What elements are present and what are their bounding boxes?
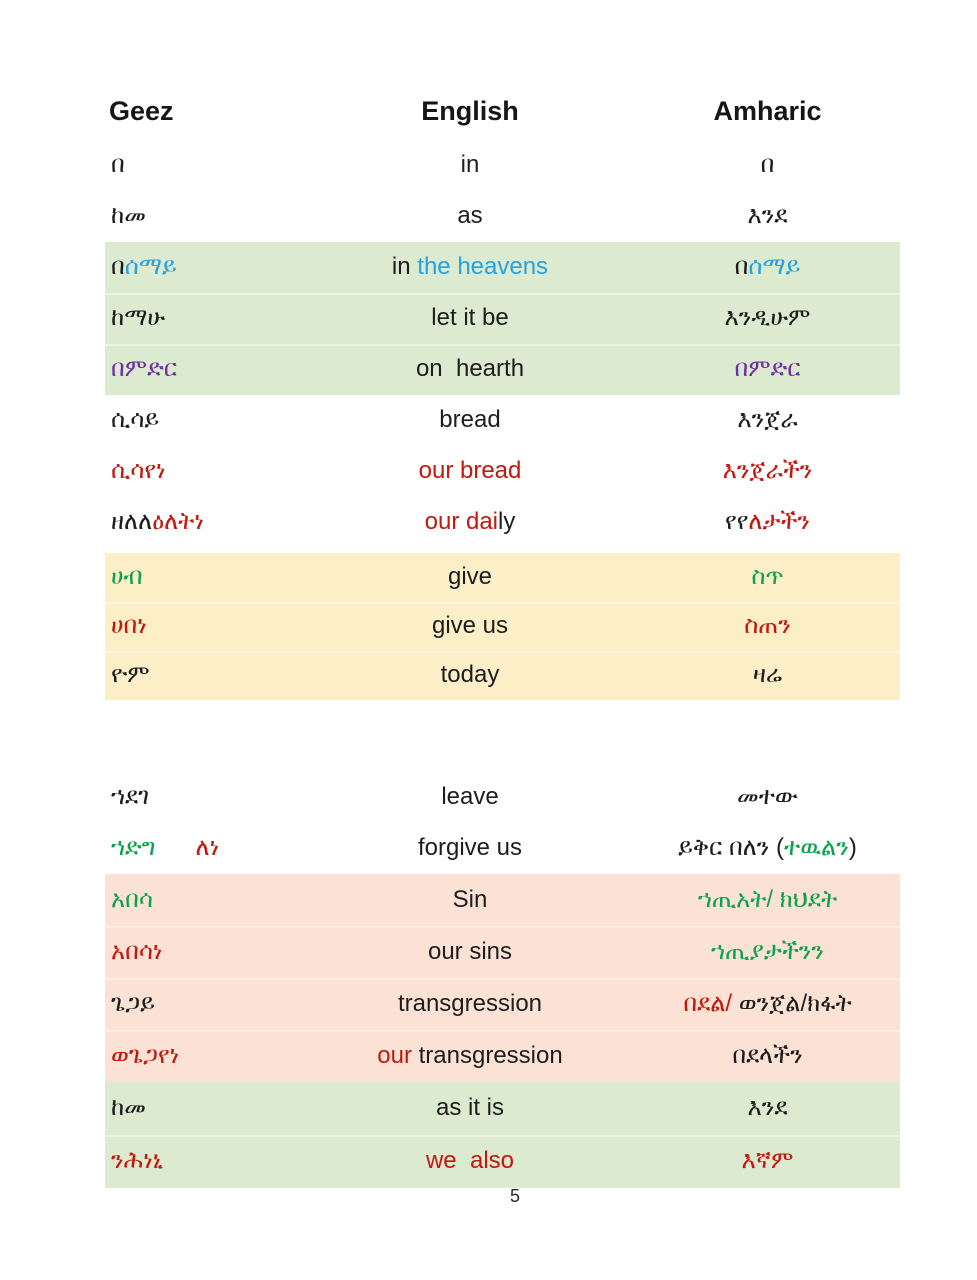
- text-segment: ኀጢያታችንን: [711, 937, 824, 965]
- amharic-cell: [585, 887, 900, 913]
- text-segment: ንሕነኒ: [111, 1147, 164, 1175]
- text-segment: በ: [734, 253, 749, 281]
- text-segment: በምድር: [734, 355, 801, 383]
- table-row: [105, 1082, 900, 1135]
- english-cell: [355, 305, 585, 331]
- table-row: [105, 242, 900, 293]
- text-segment: እንደ: [747, 1094, 788, 1122]
- text-segment: በ: [111, 151, 125, 179]
- text-segment: let it be: [431, 304, 509, 332]
- header-row: [105, 82, 900, 140]
- english-cell: [355, 203, 585, 229]
- amharic-cell: [585, 613, 900, 639]
- english-cell: [355, 356, 585, 382]
- amharic-cell: [585, 305, 900, 331]
- amharic-cell: [585, 1148, 900, 1174]
- geez-cell: [105, 1043, 355, 1069]
- text-segment: ሰማይ: [124, 253, 177, 281]
- amharic-cell: [585, 784, 900, 810]
- text-segment: ዮም: [111, 661, 150, 689]
- text-segment: ስጠን: [744, 612, 791, 640]
- amharic-cell: [585, 939, 900, 965]
- table-row: [105, 926, 900, 978]
- text-segment: as: [457, 202, 483, 230]
- text-segment: አበሳነ: [111, 937, 163, 965]
- english-cell: [355, 1043, 585, 1069]
- amharic-cell: [585, 564, 900, 590]
- amharic-cell: [585, 254, 900, 280]
- column-header-english: English: [421, 95, 519, 126]
- text-segment: transgression: [411, 1041, 563, 1069]
- text-segment: እንጀራ: [737, 406, 798, 434]
- text-segment: our sins: [427, 937, 513, 965]
- english-cell: [355, 835, 585, 861]
- geez-cell: [105, 356, 355, 382]
- text-segment: እንጀራችን: [722, 457, 813, 485]
- text-segment: ዕለትነ: [152, 508, 204, 536]
- text-segment: ከመ: [111, 1094, 146, 1122]
- text-segment: we also: [425, 1147, 515, 1175]
- table-body: [105, 140, 900, 1188]
- table-row: [105, 344, 900, 395]
- geez-cell: [105, 203, 355, 229]
- text-segment: በ: [760, 151, 775, 179]
- text-segment: transgression: [397, 989, 543, 1017]
- text-segment: በደላችን: [732, 1041, 803, 1069]
- english-cell: [355, 662, 585, 688]
- table-row: [105, 293, 900, 344]
- geez-cell: [105, 784, 355, 810]
- text-segment: ኀደገ: [111, 783, 150, 811]
- table-row: [105, 651, 900, 700]
- geez-cell: [105, 305, 355, 331]
- text-segment: በደል/: [683, 989, 733, 1017]
- column-header-geez: Geez: [109, 95, 174, 126]
- amharic-cell: [585, 1043, 900, 1069]
- text-segment: እኛም: [741, 1147, 794, 1175]
- amharic-cell: [585, 835, 900, 861]
- text-segment: ከመ: [111, 202, 146, 230]
- text-segment: ሀበነ: [111, 612, 147, 640]
- text-segment: አበሳ: [111, 885, 153, 913]
- text-segment: ዛሬ: [752, 661, 783, 689]
- amharic-cell: [585, 509, 900, 535]
- vocab-table: [105, 0, 900, 1188]
- geez-cell: [105, 613, 355, 639]
- table-row: [105, 1135, 900, 1188]
- amharic-cell: [585, 458, 900, 484]
- geez-cell: [105, 152, 355, 178]
- table-row: [105, 497, 900, 548]
- english-cell: [355, 254, 585, 280]
- table-row: [105, 140, 900, 191]
- text-segment: leave: [441, 783, 499, 811]
- text-segment: ወጌጋየነ: [111, 1041, 180, 1069]
- text-segment: በ: [111, 253, 125, 281]
- text-segment: ሲሳየነ: [111, 457, 166, 485]
- geez-cell: [105, 458, 355, 484]
- text-segment: ሀብ: [111, 563, 143, 591]
- geez-cell: [105, 939, 355, 965]
- text-segment: our dai: [424, 508, 499, 536]
- text-segment: on hearth: [415, 355, 525, 383]
- table-row: [105, 874, 900, 926]
- english-cell: [355, 887, 585, 913]
- english-cell: [355, 613, 585, 639]
- text-segment: our bread: [418, 457, 522, 485]
- text-segment: as it is: [435, 1094, 504, 1122]
- amharic-cell: [585, 662, 900, 688]
- geez-cell: [105, 1148, 355, 1174]
- page-number: 5: [509, 1186, 520, 1206]
- english-cell: [355, 458, 585, 484]
- text-segment: መተው: [737, 783, 798, 811]
- text-segment: forgive us: [417, 834, 523, 862]
- text-segment: የየ: [724, 508, 749, 536]
- table-row: [105, 395, 900, 446]
- text-segment: bread: [439, 406, 501, 434]
- text-segment: ኀጢአት/ ክህደት: [697, 885, 838, 913]
- geez-cell: [105, 835, 355, 861]
- text-segment: give: [447, 563, 493, 591]
- english-cell: [355, 784, 585, 810]
- amharic-cell: [585, 152, 900, 178]
- amharic-cell: [585, 1095, 900, 1121]
- amharic-cell: [585, 991, 900, 1017]
- text-segment: ተዉልን: [784, 834, 849, 862]
- text-segment: ጌጋይ: [111, 989, 155, 1017]
- english-cell: [355, 939, 585, 965]
- text-segment: እንዲሁም: [724, 304, 811, 332]
- text-segment: ኀድግ: [111, 834, 156, 862]
- text-segment: ወንጀል/ክፋት: [732, 989, 852, 1017]
- table-row: [105, 602, 900, 651]
- text-segment: our: [377, 1041, 412, 1069]
- english-cell: [355, 991, 585, 1017]
- english-cell: [355, 564, 585, 590]
- text-segment: ሲሳይ: [111, 406, 160, 434]
- english-cell: [355, 152, 585, 178]
- table-row: [105, 1030, 900, 1082]
- text-segment: በምድር: [111, 355, 178, 383]
- section-gap: [105, 700, 900, 772]
- geez-cell: [105, 407, 355, 433]
- english-cell: [355, 509, 585, 535]
- text-segment: ለታችን: [748, 508, 811, 536]
- table-row: [105, 446, 900, 497]
- text-segment: ከማሁ: [111, 304, 166, 332]
- amharic-cell: [585, 356, 900, 382]
- text-segment: in: [460, 151, 480, 179]
- amharic-cell: [585, 203, 900, 229]
- geez-cell: [105, 509, 355, 535]
- text-segment: ዘለለ: [111, 508, 153, 536]
- geez-cell: [105, 662, 355, 688]
- geez-cell: [105, 991, 355, 1017]
- text-segment: today: [440, 661, 500, 689]
- text-segment: ስጥ: [751, 563, 784, 591]
- text-segment: ): [848, 834, 857, 862]
- table-row: [105, 553, 900, 602]
- text-segment: ለነ: [195, 834, 220, 862]
- text-segment: the heavens: [417, 253, 549, 281]
- geez-cell: [105, 254, 355, 280]
- text-segment: in: [391, 253, 418, 281]
- table-row: [105, 191, 900, 242]
- text-segment: give us: [431, 612, 509, 640]
- text-segment: እንደ: [747, 202, 788, 230]
- text-segment: ly: [498, 508, 516, 536]
- column-header-amharic: Amharic: [713, 95, 822, 126]
- table-row: [105, 978, 900, 1030]
- geez-cell: [105, 1095, 355, 1121]
- amharic-cell: [585, 407, 900, 433]
- text-segment: ይቅር በለን (: [678, 834, 785, 862]
- table-row: [105, 823, 900, 874]
- english-cell: [355, 1095, 585, 1121]
- english-cell: [355, 1148, 585, 1174]
- text-segment: ሰማይ: [748, 253, 801, 281]
- table-row: [105, 772, 900, 823]
- english-cell: [355, 407, 585, 433]
- geez-cell: [105, 887, 355, 913]
- geez-cell: [105, 564, 355, 590]
- text-segment: Sin: [452, 885, 488, 913]
